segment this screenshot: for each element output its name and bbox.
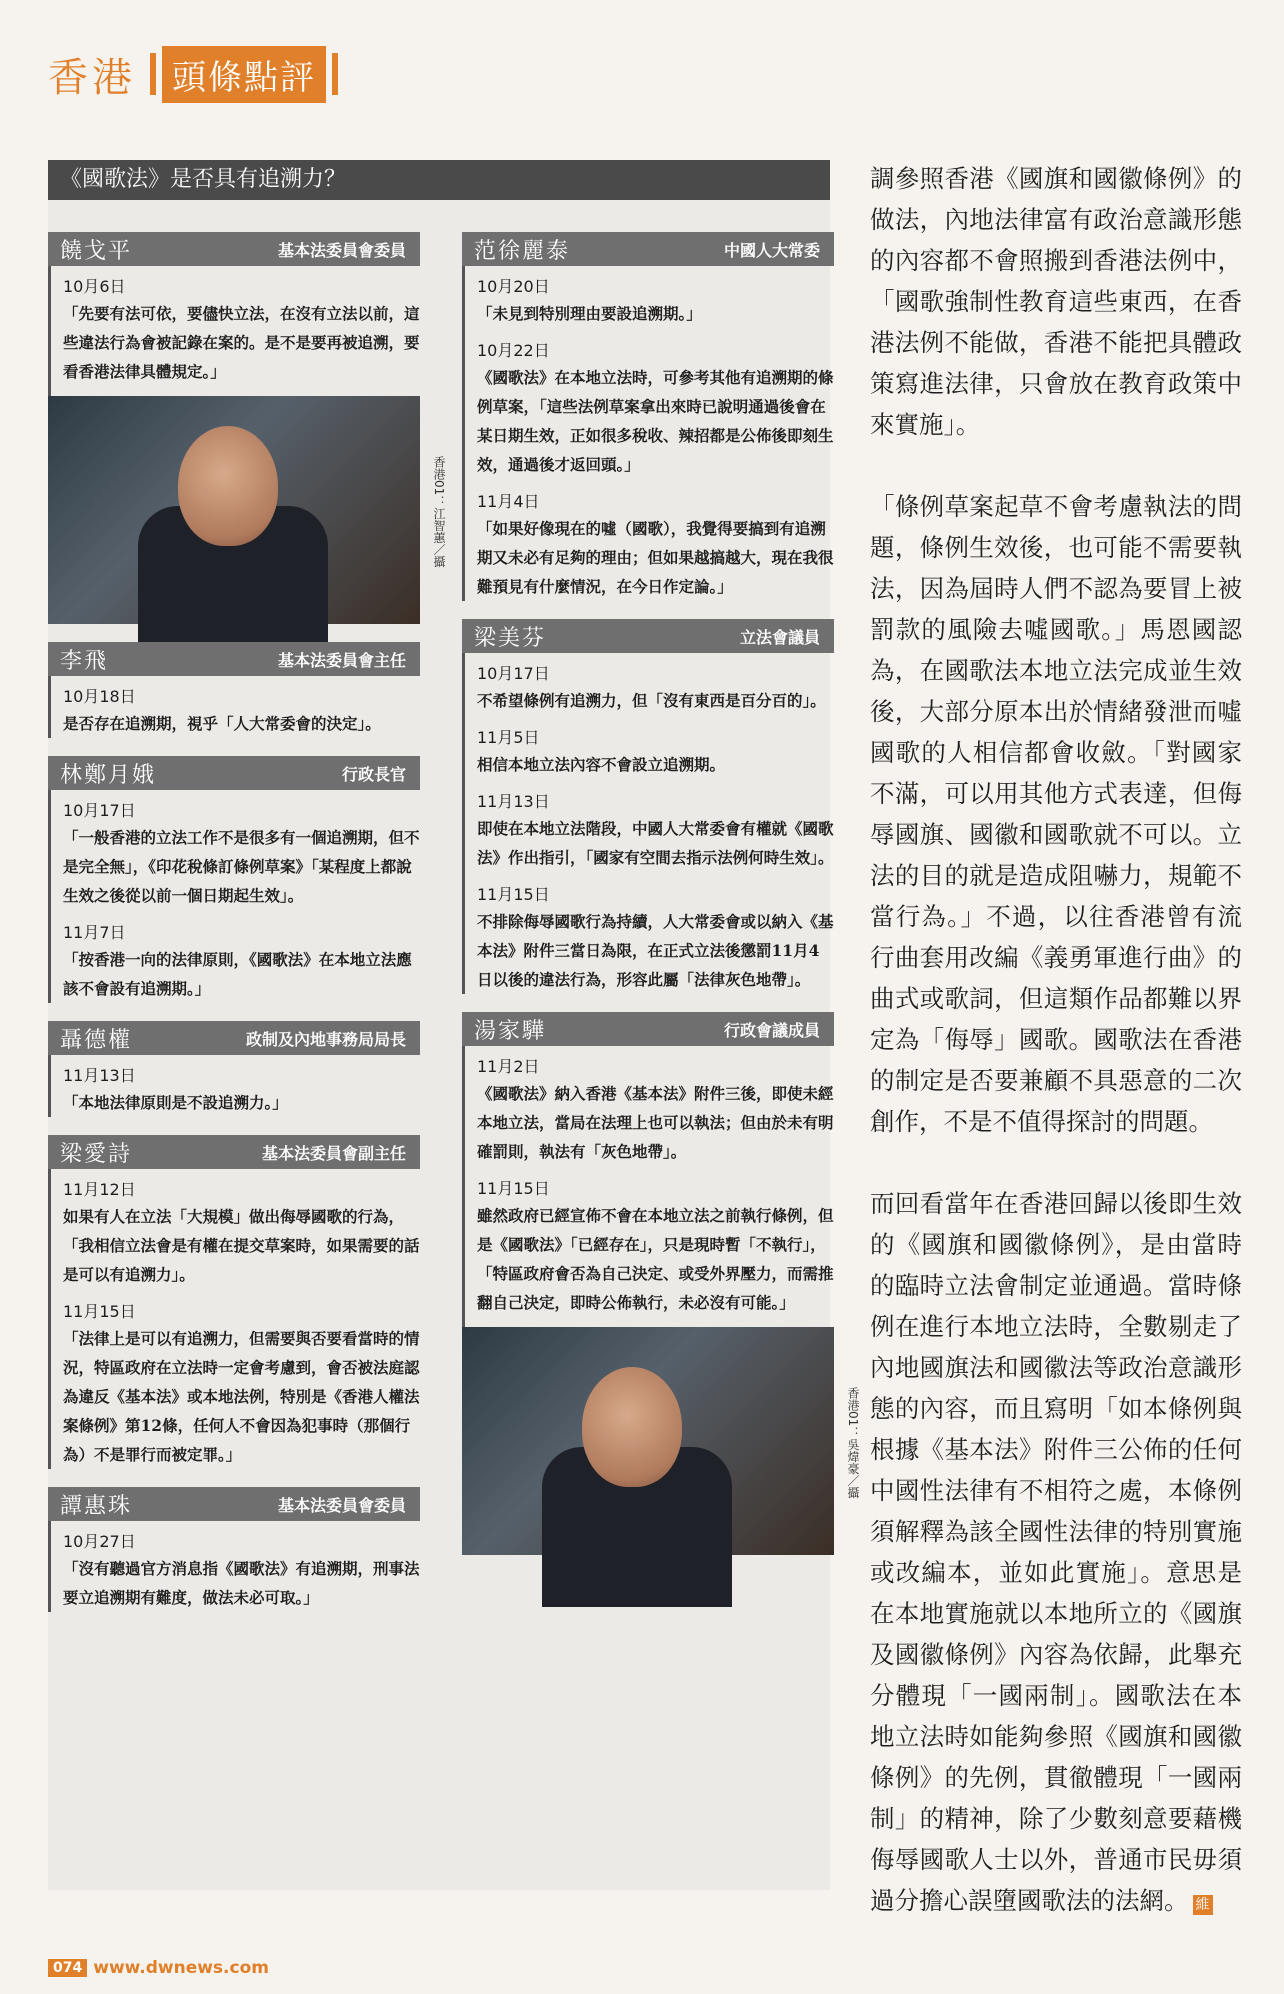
commentator-entry	[48, 756, 420, 1003]
commentator-entry	[48, 232, 446, 624]
commentator-role: 中國人大常委	[723, 240, 820, 260]
commentator-name: 范徐麗泰	[474, 238, 571, 264]
article-paragraph: 調參照香港《國旗和國徽條例》的做法，內地法律富有政治意識形態的內容都不會照搬到香港法例中，「國歌強制性教育這些東西，在香港法例不能做，香港不能把具體政策寫進法律，只會放在教育政策中來實施」。	[870, 164, 1242, 439]
commentator-name: 饒戈平	[60, 238, 133, 264]
commentator-header	[48, 232, 420, 266]
quote-text: 「法律上是可以有追溯力，但需要與否要看當時的情況，特區政府在立法時一定會考慮到，會否被法庭認為違反《基本法》或本地法例，特別是《香港人權法案條例》第12條，任何人不會因為犯事時（那個行為）不是罪行而被定罪。」	[63, 1329, 420, 1464]
quote-date: 11月7日	[63, 923, 126, 942]
commentator-header	[462, 1012, 834, 1046]
quote-text: 相信本地立法內容不會設立追溯期。	[477, 755, 726, 774]
commentator-name: 聶德權	[60, 1027, 133, 1053]
commentator-name: 梁愛詩	[60, 1141, 133, 1167]
quote-text: 即使在本地立法階段，中國人大常委會有權就《國歌法》作出指引，「國家有空間去指示法例何時生效」。	[477, 819, 834, 867]
quote-date: 11月13日	[63, 1066, 136, 1085]
left-column	[48, 232, 446, 1630]
commentator-header	[48, 1021, 420, 1055]
commentator-name: 梁美芬	[474, 625, 547, 651]
commentator-entry	[48, 1487, 420, 1612]
quote-text: 不排除侮辱國歌行為持續，人大常委會或以納入《基本法》附件三當日為限，在正式立法後懲罰11月4日以後的違法行為，形容此屬「法律灰色地帶」。	[477, 912, 834, 989]
page-number: 074	[48, 1959, 87, 1977]
photo-figure-face	[582, 1367, 682, 1487]
right-column	[462, 232, 860, 1573]
portrait-photo	[462, 1327, 860, 1555]
quote-date: 10月27日	[63, 1532, 136, 1551]
portrait-photo	[48, 396, 446, 624]
commentator-role: 基本法委員會委員	[277, 1495, 406, 1515]
quote-text: 雖然政府已經宣佈不會在本地立法之前執行條例，但是《國歌法》「已經存在」，只是現時暫「不執行」，「特區政府會否為自己決定、或受外界壓力，而需推翻自己決定，即時公佈執行，未必沒有可能。」	[477, 1206, 834, 1312]
quote-text: 「如果好像現在的噓（國歌），我覺得要搞到有追溯期又未必有足夠的理由；但如果越搞越大，現在我很難預見有什麼情況，在今日作定論。」	[477, 519, 834, 596]
photo-credit: 香港01：江智蕙／攝	[432, 456, 446, 568]
commentator-header	[48, 1135, 420, 1169]
quote-text: 「未見到特別理由要設追溯期。」	[477, 304, 702, 323]
commentator-entry	[462, 619, 834, 994]
commentator-entry	[48, 1021, 420, 1117]
commentator-role: 基本法委員會主任	[277, 650, 406, 670]
commentator-header	[48, 642, 420, 676]
quote-text: 「按香港一向的法律原則，《國歌法》在本地立法應該不會設有追溯期。」	[63, 950, 412, 998]
article-paragraph-text: 而回看當年在香港回歸以後即生效的《國旗和國徽條例》，是由當時的臨時立法會制定並通過。當時條例在進行本地立法時，全數剔走了內地國旗法和國徽法等政治意識形態的內容，而且寫明「如本條例與根據《基本法》附件三公佈的任何中國性法律有不相符之處，本條例須解釋為該全國性法律的特別實施或改編本，並如此實施」。意思是在本地實施就以本地所立的《國旗及國徽條例》內容為依歸，此舉充分體現「一國兩制」。國歌法在本地立法時如能夠參照《國旗和國徽條例》的先例，貫徹體現「一國兩制」的精神，除了少數刻意要藉機侮辱國歌人士以外，普通市民毋須過分擔心誤墮國歌法的法網。	[870, 1189, 1242, 1915]
masthead-divider-right	[332, 53, 338, 95]
footer	[48, 1958, 269, 1978]
commentator-header	[462, 619, 834, 653]
quote-date: 10月17日	[477, 664, 550, 683]
commentator-entry	[48, 1135, 420, 1469]
quote-date: 10月22日	[477, 341, 550, 360]
quote-date: 11月15日	[477, 885, 550, 904]
quote-date: 10月20日	[477, 277, 550, 296]
commentator-role: 基本法委員會委員	[277, 240, 406, 260]
commentator-role: 行政長官	[341, 764, 406, 784]
commentator-role: 政制及內地事務局局長	[245, 1029, 406, 1049]
commentator-name: 李飛	[60, 648, 109, 674]
commentator-name: 湯家驊	[474, 1018, 547, 1044]
masthead-region: 香港	[48, 54, 136, 101]
quote-date: 11月12日	[63, 1180, 136, 1199]
masthead	[48, 44, 338, 104]
commentator-entry	[48, 642, 420, 738]
quote-text: 「先要有法可依，要儘快立法，在沒有立法以前，這些違法行為會被記錄在案的。是不是要再被追溯，要看香港法律具體規定。」	[63, 304, 420, 381]
quote-date: 11月13日	[477, 792, 550, 811]
quote-date: 11月4日	[477, 492, 540, 511]
quote-text: 如果有人在立法「大規模」做出侮辱國歌的行為，「我相信立法會是有權在提交草案時，如果需要的話是可以有追溯力」。	[63, 1207, 420, 1284]
quote-date: 10月17日	[63, 801, 136, 820]
quote-date: 11月15日	[477, 1179, 550, 1198]
quote-date: 10月18日	[63, 687, 136, 706]
quote-text: 是否存在追溯期，視乎「人大常委會的決定」。	[63, 714, 381, 733]
masthead-divider	[150, 53, 156, 95]
masthead-section: 頭條點評	[162, 46, 326, 103]
commentator-header	[462, 232, 834, 266]
site-url[interactable]: www.dwnews.com	[93, 1958, 269, 1978]
article-body	[870, 158, 1242, 1962]
article-paragraph	[870, 1183, 1242, 1921]
commentator-header	[48, 1487, 420, 1521]
commentator-entry	[462, 1012, 860, 1555]
article-paragraph: 「條例草案起草不會考慮執法的問題，條例生效後，也可能不需要執法，因為屆時人們不認為要冒上被罰款的風險去噓國歌。」馬恩國認為，在國歌法本地立法完成並生效後，大部分原本出於情緒發泄而噓國歌的人相信都會收斂。「對國家不滿，可以用其他方式表達，但侮辱國旗、國徽和國歌就不可以。立法的目的就是造成阻嚇力，規範不當行為。」不過，以往香港曾有流行曲套用改編《義勇軍進行曲》的曲式或歌詞，但這類作品都難以界定為「侮辱」國歌。國歌法在香港的制定是否要兼顧不具惡意的二次創作，不是不值得探討的問題。	[870, 492, 1242, 1136]
end-mark-icon: 維	[1193, 1895, 1213, 1915]
quote-text: 「沒有聽過官方消息指《國歌法》有追溯期，刑事法要立追溯期有難度，做法未必可取。」	[63, 1559, 420, 1607]
quote-text: 《國歌法》在本地立法時，可參考其他有追溯期的條例草案，「這些法例草案拿出來時已說明通過後會在某日期生效，正如很多稅收、辣招都是公佈後即刻生效，通過後才返回頭。」	[477, 368, 834, 474]
commentator-role: 立法會議員	[739, 627, 820, 647]
quote-text: 《國歌法》納入香港《基本法》附件三後，即使未經本地立法，當局在法理上也可以執法；但由於未有明確罰則，執法有「灰色地帶」。	[477, 1084, 834, 1161]
quote-text: 不希望條例有追溯力，但「沒有東西是百分百的」。	[477, 691, 826, 710]
commentator-name: 林鄭月娥	[60, 762, 157, 788]
quote-date: 11月15日	[63, 1302, 136, 1321]
quote-text: 「一般香港的立法工作不是很多有一個追溯期，但不是完全無」，《印花稅條訂條例草案》「某程度上都說生效之後從以前一個日期起生效」。	[63, 828, 420, 905]
sidebar-panel	[48, 160, 860, 1890]
commentator-entry	[462, 232, 834, 601]
photo-figure-face	[178, 426, 278, 546]
quote-text: 「本地法律原則是不設追溯力。」	[63, 1093, 288, 1112]
commentator-name: 譚惠珠	[60, 1493, 133, 1519]
panel-title: 《國歌法》是否具有追溯力？	[48, 160, 830, 200]
quote-date: 10月6日	[63, 277, 126, 296]
commentator-header	[48, 756, 420, 790]
photo-credit: 香港01：吳煒豪／攝	[846, 1387, 860, 1499]
commentator-role: 基本法委員會副主任	[261, 1143, 406, 1163]
quote-date: 11月5日	[477, 728, 540, 747]
commentator-role: 行政會議成員	[723, 1020, 820, 1040]
quote-date: 11月2日	[477, 1057, 540, 1076]
